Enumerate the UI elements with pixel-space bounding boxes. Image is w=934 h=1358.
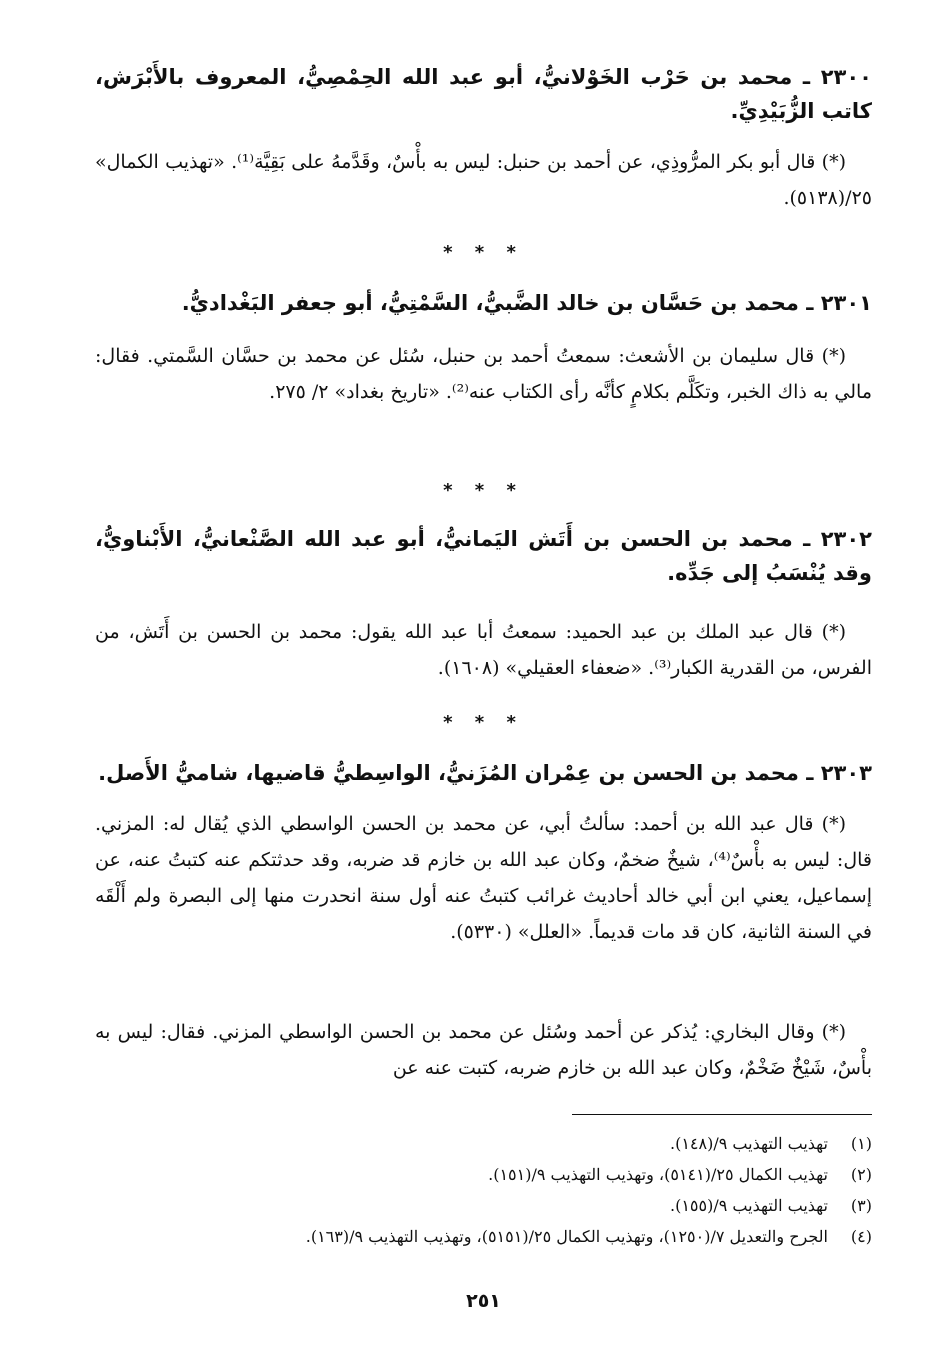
entry-paragraph-2301: (*) قال سليمان بن الأشعث: سمعتُ أحمد بن حنبل، سُئل عن محمد بن حسَّان السَّمتي. فقال: مالي به ذاك الخبر، وتكَلَّم بكلامٍ كأنَّه رأى الكتاب عنه⁽²⁾. «تاريخ بغداد» ٢/ ٢٧٥. bbox=[95, 345, 872, 403]
section-separator: * * * bbox=[443, 242, 524, 263]
entry-heading-2300: ٢٣٠٠ ـ محمد بن حَرْب الخَوْلانيُّ، أبو عبد الله الحِمْصِيُّ، المعروف بالأَبْرَش، كاتب الزُّبَيْدِيِّ. bbox=[95, 65, 872, 123]
footnote-text: تهذيب الكمال ٢٥/(٥١٤١)، وتهذيب التهذيب ٩/(١٥١). bbox=[488, 1165, 828, 1184]
footnote-text: الجرح والتعديل ٧/(١٢٥٠)، وتهذيب الكمال ٢٥/(٥١٥١)، وتهذيب التهذيب ٩/(١٦٣). bbox=[305, 1227, 828, 1246]
entry-heading-2303: ٢٣٠٣ ـ محمد بن الحسن بن عِمْران المُزَنيُّ، الواسِطيُّ قاضيها، شاميُّ الأَصل. bbox=[98, 761, 872, 785]
footnote-divider bbox=[572, 1114, 872, 1115]
footnote-number: (٤) bbox=[850, 1227, 872, 1246]
footnote-text: تهذيب التهذيب ٩/(١٥٥). bbox=[670, 1196, 828, 1215]
page-number: ٢٥١ bbox=[466, 1290, 501, 1312]
book-page bbox=[95, 48, 872, 1348]
entry-paragraph-2300: (*) قال أبو بكر المرُّوذِي، عن أحمد بن حنبل: ليس به بأْسٌ، وقَدَّمهُ على بَقِيَّة⁽¹⁾. «تهذيب الكمال» ٢٥/(٥١٣٨). bbox=[95, 151, 872, 209]
entry-heading-2302: ٢٣٠٢ ـ محمد بن الحسن بن أَتَش اليَمانيُّ، أبو عبد الله الصَّنْعانيُّ، الأَبْناويُّ، وقد يُنْسَبُ إلى جَدِّه. bbox=[95, 527, 872, 585]
footnote-number: (١) bbox=[850, 1134, 872, 1153]
footnote-item bbox=[95, 1128, 872, 1159]
footnote-number: (٢) bbox=[850, 1165, 872, 1184]
footnote-number: (٣) bbox=[850, 1196, 872, 1215]
footnote-item bbox=[95, 1221, 872, 1252]
section-separator: * * * bbox=[443, 480, 524, 501]
section-separator: * * * bbox=[443, 712, 524, 733]
entry-paragraph-2302: (*) قال عبد الملك بن عبد الحميد: سمعتُ أبا عبد الله يقول: محمد بن الحسن بن أَتَش، من الفرس، من القدرية الكبار⁽³⁾. «ضعفاء العقيلي» (١٦٠٨). bbox=[95, 621, 872, 679]
footnotes bbox=[95, 1128, 872, 1252]
entry-paragraph-2303-2: (*) وقال البخاري: يُذكر عن أحمد وسُئل عن محمد بن الحسن الواسطي المزني. فقال: ليس به بأْسٌ، شَيْخٌ ضَخْمٌ، وكان عبد الله بن خازم ضربه، كتبت عنه عن bbox=[95, 1021, 872, 1079]
footnote-text: تهذيب التهذيب ٩/(١٤٨). bbox=[670, 1134, 828, 1153]
footnote-item bbox=[95, 1190, 872, 1221]
entry-paragraph-2303-1: (*) قال عبد الله بن أحمد: سألتُ أبي، عن محمد بن الحسن الواسطي الذي يُقال له: المزني. قال: ليس به بأْسٌ⁽⁴⁾، شيخٌ ضخمٌ، وكان عبد الله بن خازم قد ضربه، وقد حدثتكم عنه كتبتُ عنه، عن إسماعيل، يعني ابن أبي خالد أحاديث غرائب كتبتُ عنه أول سنة انحدرت منها إلى البصرة ولم أَلْقَه في السنة الثانية، كان قد مات قديماً. «العلل» (٥٣٣٠). bbox=[95, 813, 872, 943]
footnote-item bbox=[95, 1159, 872, 1190]
entry-heading-2301: ٢٣٠١ ـ محمد بن حَسَّان بن خالد الضَّبيُّ، السَّمْتِيُّ، أبو جعفر البَغْداديُّ. bbox=[181, 291, 872, 315]
